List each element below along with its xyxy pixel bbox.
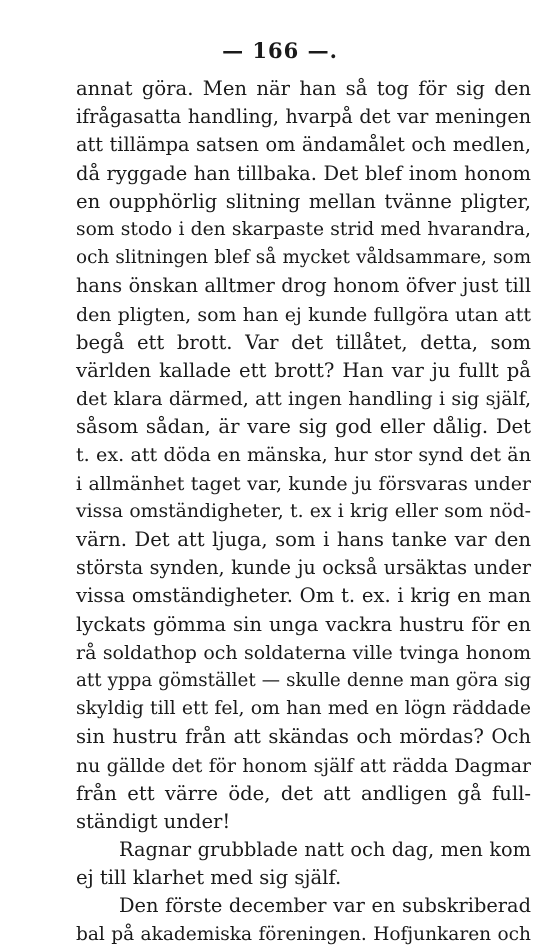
text-line: t. ex. att döda en mänska, hur stor synd det än	[76, 443, 531, 467]
text-line: att yppa gömstället — skulle denne man göra sig	[76, 669, 531, 691]
text-line: i allmänhet taget var, kunde ju försvaras under	[76, 472, 531, 495]
text-line: att tillämpa satsen om ändamålet och medlen,	[76, 133, 531, 157]
text-line: nu gällde det för honom själf att rädda Dagmar	[76, 754, 531, 777]
text-line: ifrågasatta handling, hvarpå det var meningen	[76, 105, 531, 129]
text-line: en oupphörlig slitning mellan tvänne pligter,	[76, 189, 531, 213]
text-line: Ragnar grubblade natt och dag, men kom	[119, 838, 531, 862]
text-line: sin hustru från att skändas och mördas? Och	[76, 725, 531, 749]
text-line: från ett värre öde, det att andligen gå full-	[76, 781, 531, 805]
text-line: den pligten, som han ej kunde fullgöra utan att	[76, 303, 531, 326]
text-line: världen kallade ett brott? Han var ju fullt på	[76, 358, 531, 382]
text-line: annat göra. Men när han så tog för sig den	[76, 77, 531, 100]
text-line: ej till klarhet med sig själf.	[76, 866, 342, 890]
text-line: vissa omständigheter. Om t. ex. i krig en man	[76, 584, 531, 608]
text-line: skyldig till ett fel, om han med en lögn räddade	[76, 698, 531, 720]
text-line: som stodo i den skarpaste strid med hvarandra,	[76, 218, 531, 240]
page-number: — 166 —.	[222, 38, 338, 63]
text-line: ständigt under!	[76, 809, 231, 833]
body-text	[76, 75, 531, 949]
text-line: då ryggade han tillbaka. Det blef inom honom	[76, 161, 531, 185]
text-line: såsom sådan, är vare sig god eller dålig. Det	[76, 415, 531, 439]
text-line: vissa omständigheter, t. ex i krig eller som nöd-	[76, 500, 531, 522]
text-line: det klara därmed, att ingen handling i sig själf,	[76, 388, 531, 411]
text-line: lyckats gömma sin unga vackra hustru för en	[76, 612, 531, 636]
text-line: och slitningen blef så mycket våldsammare, som	[76, 247, 531, 269]
text-line: värn. Det att ljuga, som i hans tanke var den	[76, 528, 531, 551]
text-line: hans önskan alltmer drog honom öfver just till	[76, 274, 531, 298]
text-line: Den förste december var en subskriberad	[119, 894, 531, 918]
text-line: begå ett brott. Var det tillåtet, detta, som	[76, 330, 531, 354]
text-line: bal på akademiska föreningen. Hofjunkaren och	[76, 923, 531, 945]
text-line: rå soldathop och soldaterna ville tvinga honom	[76, 641, 531, 664]
text-line: största synden, kunde ju också ursäktas under	[76, 556, 531, 580]
